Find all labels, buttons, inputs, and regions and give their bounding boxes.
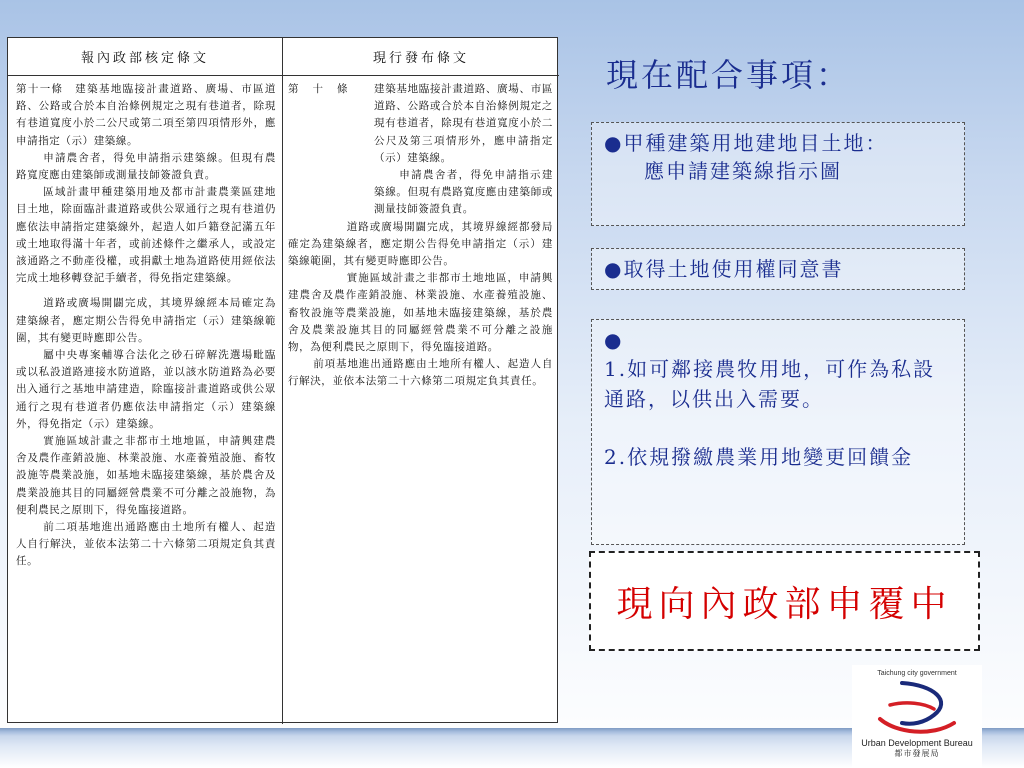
item-box-building-land — [591, 122, 965, 226]
bureau-logo — [852, 665, 982, 768]
right-paragraph: 前項基地進出通路應由土地所有權人、起造人自行解決，並依本法第二十六條第二項規定負其責任。 — [288, 358, 553, 388]
bullet-icon: ● — [604, 131, 624, 155]
box3-item1: 1.如可鄰接農牧用地，可作為私設通路，以供出入需要。 — [604, 357, 936, 411]
right-paragraph: 實施區域計畫之非都市土地地區，申請興建農舍及農作產銷設施、林業設施、水產養殖設施、畜牧設施等農業設施，如基地未臨接建築線，基於農舍及農業設施其目的同屬經營農業不可分離之設施物，為便利農民之原則下，得免臨接道路。 — [288, 272, 553, 354]
left-paragraph: 道路或廣場開闢完成，其境界線經本局確定為建築線者，應定期公告得免申請指定（示）建築線範圍，其有變更時應即公告。 — [16, 297, 276, 344]
table-header-left: 報內政部核定條文 — [8, 38, 283, 76]
comparison-table — [7, 37, 558, 723]
right-paragraph: 建築基地臨接計畫道路、廣場、市區道路、公路或合於本自治條例規定之現有巷道者，除現有巷道寬度小於二公尺及第三項情形外，應申請指定（示）建築線。 — [374, 83, 553, 164]
bullet-icon: ● — [604, 257, 624, 281]
box3-item2: 2.依規撥繳農業用地變更回饋金 — [604, 445, 914, 469]
logo-chinese-name: 都市發展局 — [894, 749, 940, 758]
left-paragraph: 區域計畫甲種建築用地及都市計畫農業區建地目土地，除面臨計畫道路或供公眾通行之現有巷道仍應依法申請指定建築線外，起造人如戶籍登記滿五年或土地取得滿十年者，或前述條件之繼承人，或設定該通路之不動產役權，或捐獻土地為道路使用經依法完成土地移轉登記手續者，得免指定建築線。 — [16, 186, 276, 285]
right-article-number: 第十條 — [288, 83, 362, 95]
right-paragraph: 道路或廣場開闢完成，其境界線經都發局確定為建築線者，應定期公告得免申請指定（示）建築線範圍，其有變更時應即公告。 — [288, 220, 553, 268]
logo-top-text: Taichung city government — [877, 670, 957, 677]
highlight-box — [589, 551, 980, 651]
box2-text: 取得土地使用權同意書 — [623, 257, 844, 281]
table-header-right: 現行發布條文 — [283, 38, 559, 76]
left-paragraph: 屬中央專案輔導合法化之砂石碎解洗選場毗臨或以私設道路連接水防道路，並以該水防道路為必要出入通行之基地申請建造，除臨接計畫道路或供公眾通行之現有巷道者仍應依法申請指定（示）建築線外，得免指定（示）建築線。 — [16, 349, 276, 430]
table-cell-right — [283, 76, 559, 724]
left-paragraph: 前二項基地進出通路應由土地所有權人、起造人自行解決，並依本法第二十六條第二項規定負其責任。 — [16, 521, 276, 568]
left-paragraph: 實施區域計畫之非都市土地地區，申請興建農舍及農作產銷設施、林業設施、水產養殖設施、畜牧設施等農業設施，如基地未臨接建築線，基於農舍及農業設施其目的同屬經營農業不可分離之設施物，為便利農民之原則下，得免臨接道路。 — [16, 435, 276, 516]
table-cell-left — [8, 76, 283, 724]
item-box-land-consent — [591, 248, 965, 290]
box1-line2: 應申請建築線指示圖 — [644, 159, 842, 183]
bullet-icon: ● — [604, 328, 624, 352]
left-paragraph: 申請農舍者，得免申請指示建築線。但現有農路寬度應由建築師或測量技師簽證負責。 — [16, 151, 276, 182]
page-title: 現在配合事項： — [606, 56, 852, 94]
right-paragraph: 申請農舍者，得免申請指示建築線。但現有農路寬度應由建築師或測量技師簽證負責。 — [374, 169, 553, 216]
highlight-text: 現向內政部申覆中 — [616, 583, 953, 625]
item-box-farmland — [591, 319, 965, 545]
bureau-emblem-icon — [872, 679, 962, 737]
logo-english-name: Urban Development Bureau — [861, 738, 973, 748]
box1-line1: 甲種建築用地建地目土地： — [623, 131, 888, 155]
left-paragraph: 第十一條 建築基地臨接計畫道路、廣場、市區道路、公路或合於本自治條例規定之現有巷道者，除現有巷道寬度小於二公尺或第二項至第四項情形外，應申請指定（示）建築線。 — [16, 83, 276, 147]
